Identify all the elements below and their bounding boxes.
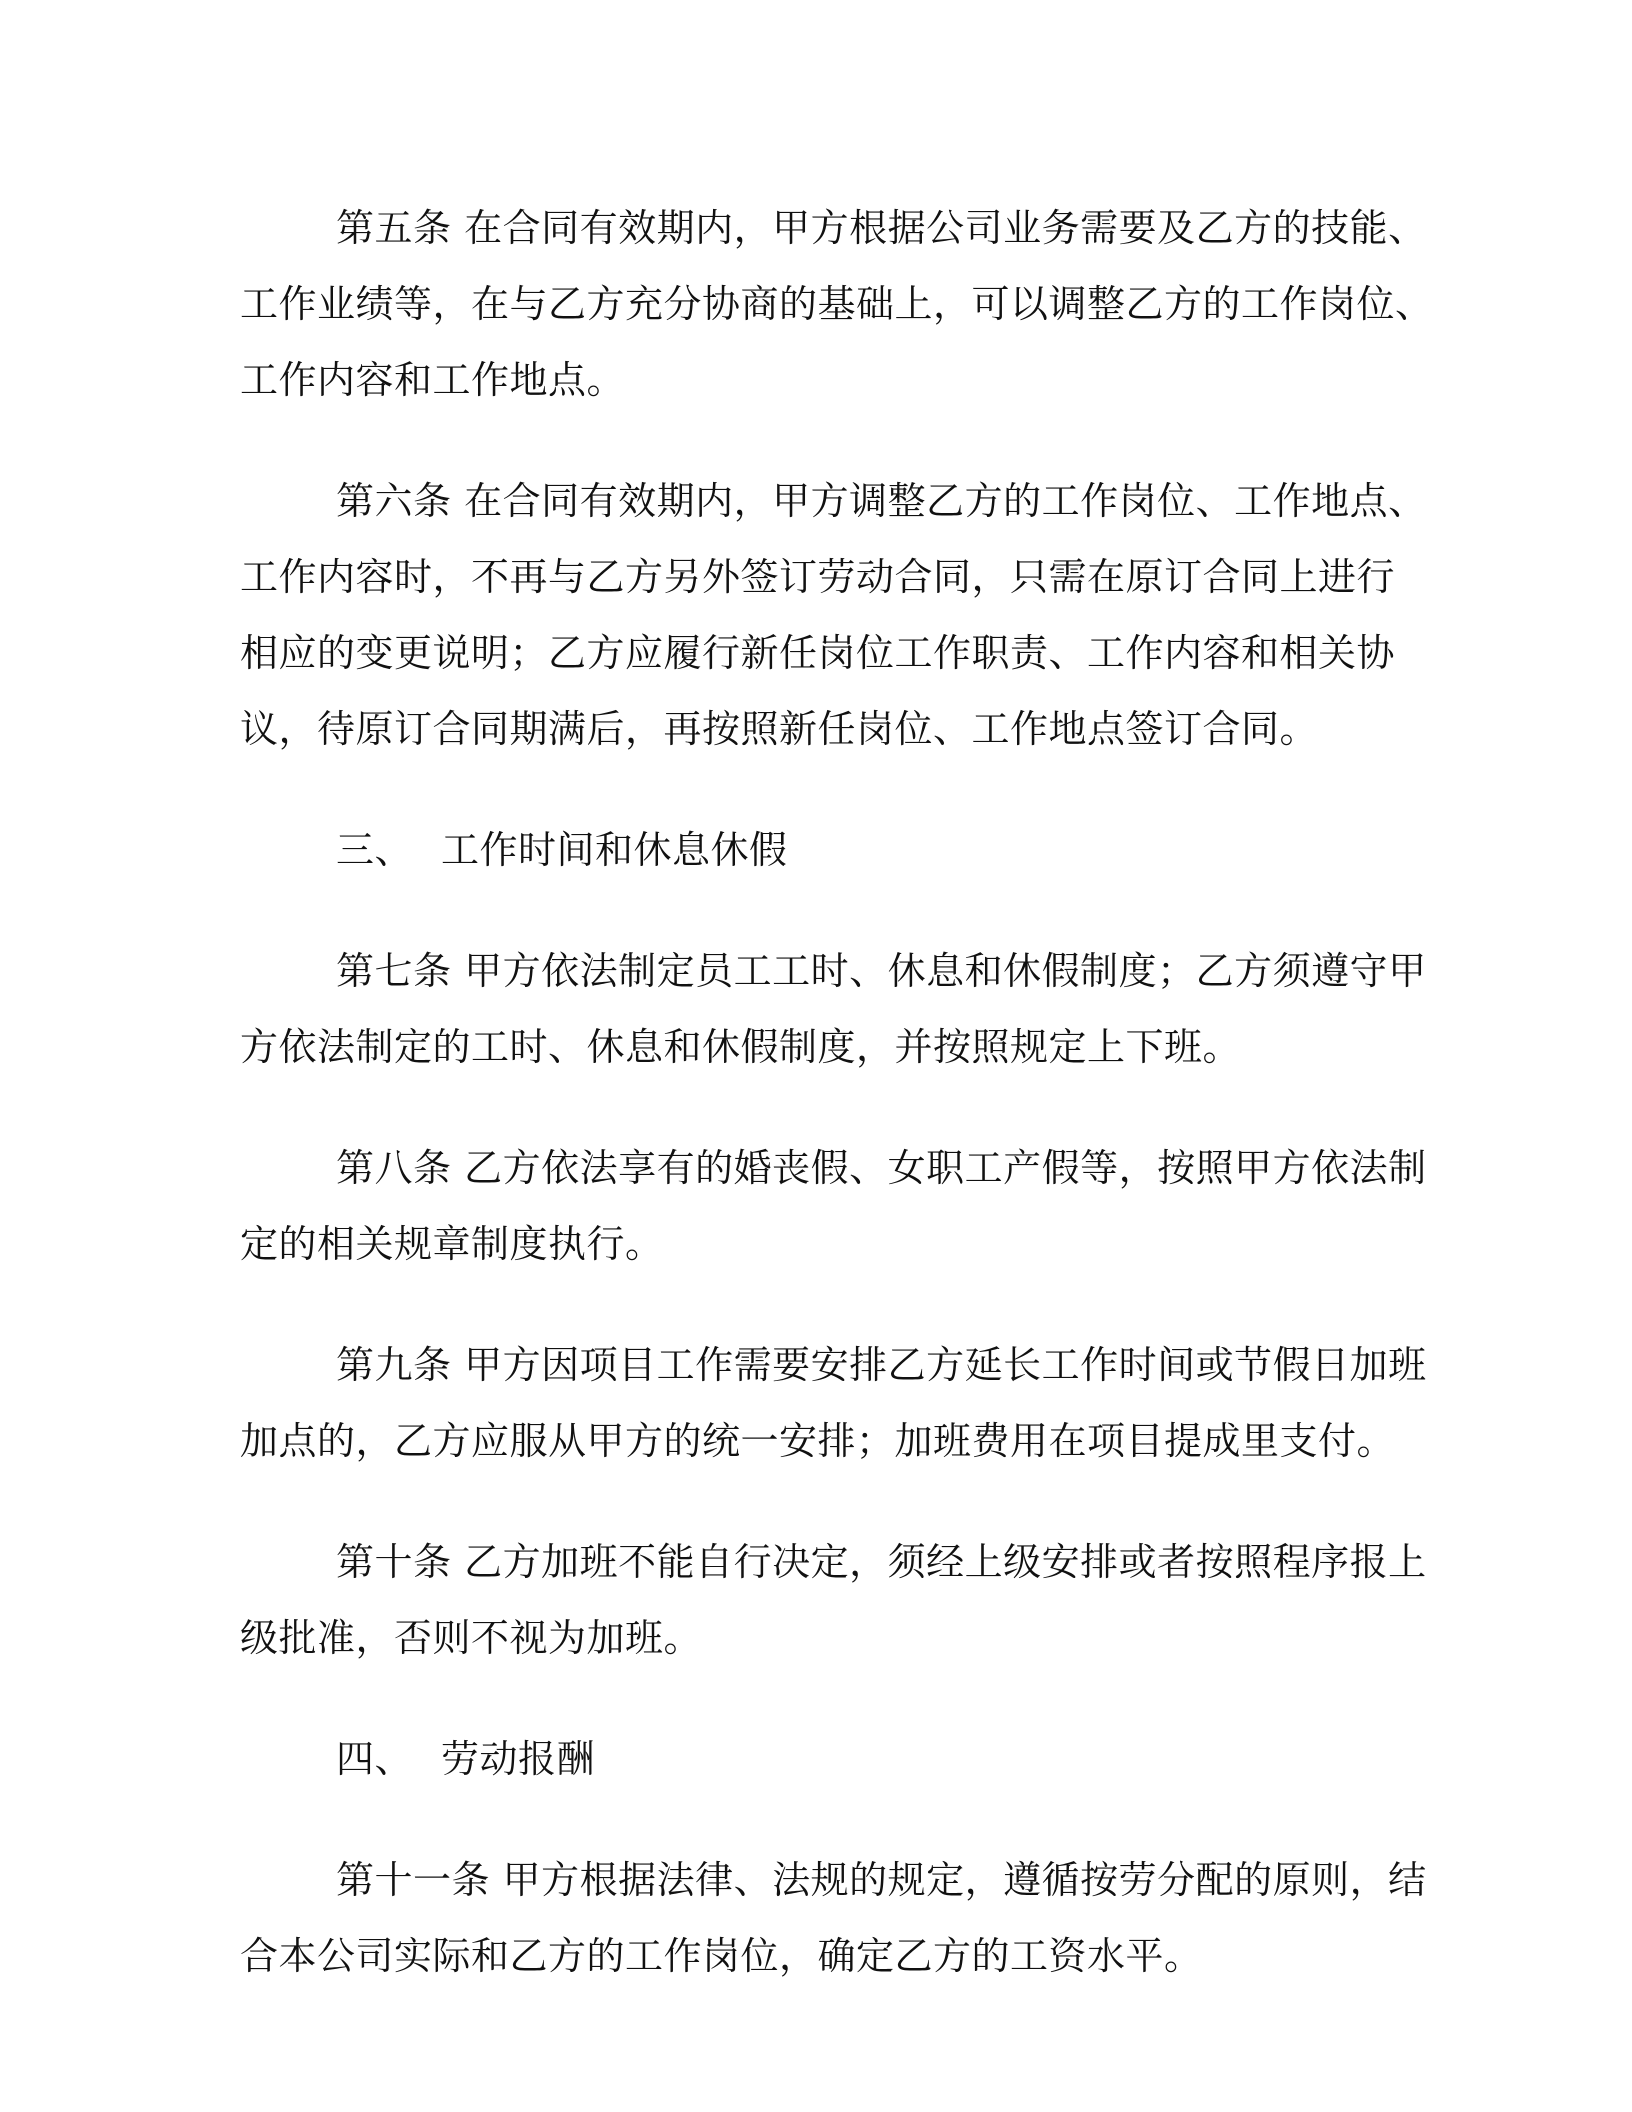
article-10-line-2: 级批准，否则不视为加班。 [240,1616,703,1660]
article-9-line-1: 第九条 甲方因项目工作需要安排乙方延长工作时间或节假日加班 [336,1343,1427,1387]
article-6-line-4: 议，待原订合同期满后，再按照新任岗位、工作地点签订合同。 [240,707,1319,751]
article-10 [240,1524,1427,1676]
article-6-line-3: 相应的变更说明；乙方应履行新任岗位工作职责、工作内容和相关协 [240,631,1396,675]
article-5-line-2: 工作业绩等，在与乙方充分协商的基础上，可以调整乙方的工作岗位、 [240,282,1434,326]
section-3-title: 工作时间和休息休假 [441,828,788,872]
article-6-line-1: 第六条 在合同有效期内，甲方调整乙方的工作岗位、工作地点、 [336,479,1427,523]
article-8 [240,1130,1427,1282]
article-11 [240,1842,1427,1994]
article-6 [240,463,1427,767]
article-6-line-2: 工作内容时，不再与乙方另外签订劳动合同，只需在原订合同上进行 [240,555,1396,599]
section-3-number: 三、 [336,828,414,872]
article-5 [240,190,1434,418]
article-10-line-1: 第十条 乙方加班不能自行决定，须经上级安排或者按照程序报上 [336,1540,1427,1584]
article-5-line-3: 工作内容和工作地点。 [240,358,626,402]
article-7-line-2: 方依法制定的工时、休息和休假制度，并按照规定上下班。 [240,1025,1242,1069]
section-4-title: 劳动报酬 [441,1737,596,1781]
article-8-line-2: 定的相关规章制度执行。 [240,1222,664,1266]
article-7-line-1: 第七条 甲方依法制定员工工时、休息和休假制度；乙方须遵守甲 [336,949,1427,993]
section-4-number: 四、 [336,1737,414,1781]
article-8-line-1: 第八条 乙方依法享有的婚丧假、女职工产假等，按照甲方依法制 [336,1146,1427,1190]
article-9-line-2: 加点的，乙方应服从甲方的统一安排；加班费用在项目提成里支付。 [240,1419,1396,1463]
article-11-line-2: 合本公司实际和乙方的工作岗位，确定乙方的工资水平。 [240,1934,1203,1978]
document-page [240,190,1434,2039]
article-9 [240,1327,1427,1479]
article-7 [240,933,1427,1085]
section-4-heading [240,1721,1390,1797]
section-3-heading [240,812,1390,888]
article-5-line-1: 第五条 在合同有效期内，甲方根据公司业务需要及乙方的技能、 [336,206,1427,250]
article-11-line-1: 第十一条 甲方根据法律、法规的规定，遵循按劳分配的原则，结 [336,1858,1427,1902]
